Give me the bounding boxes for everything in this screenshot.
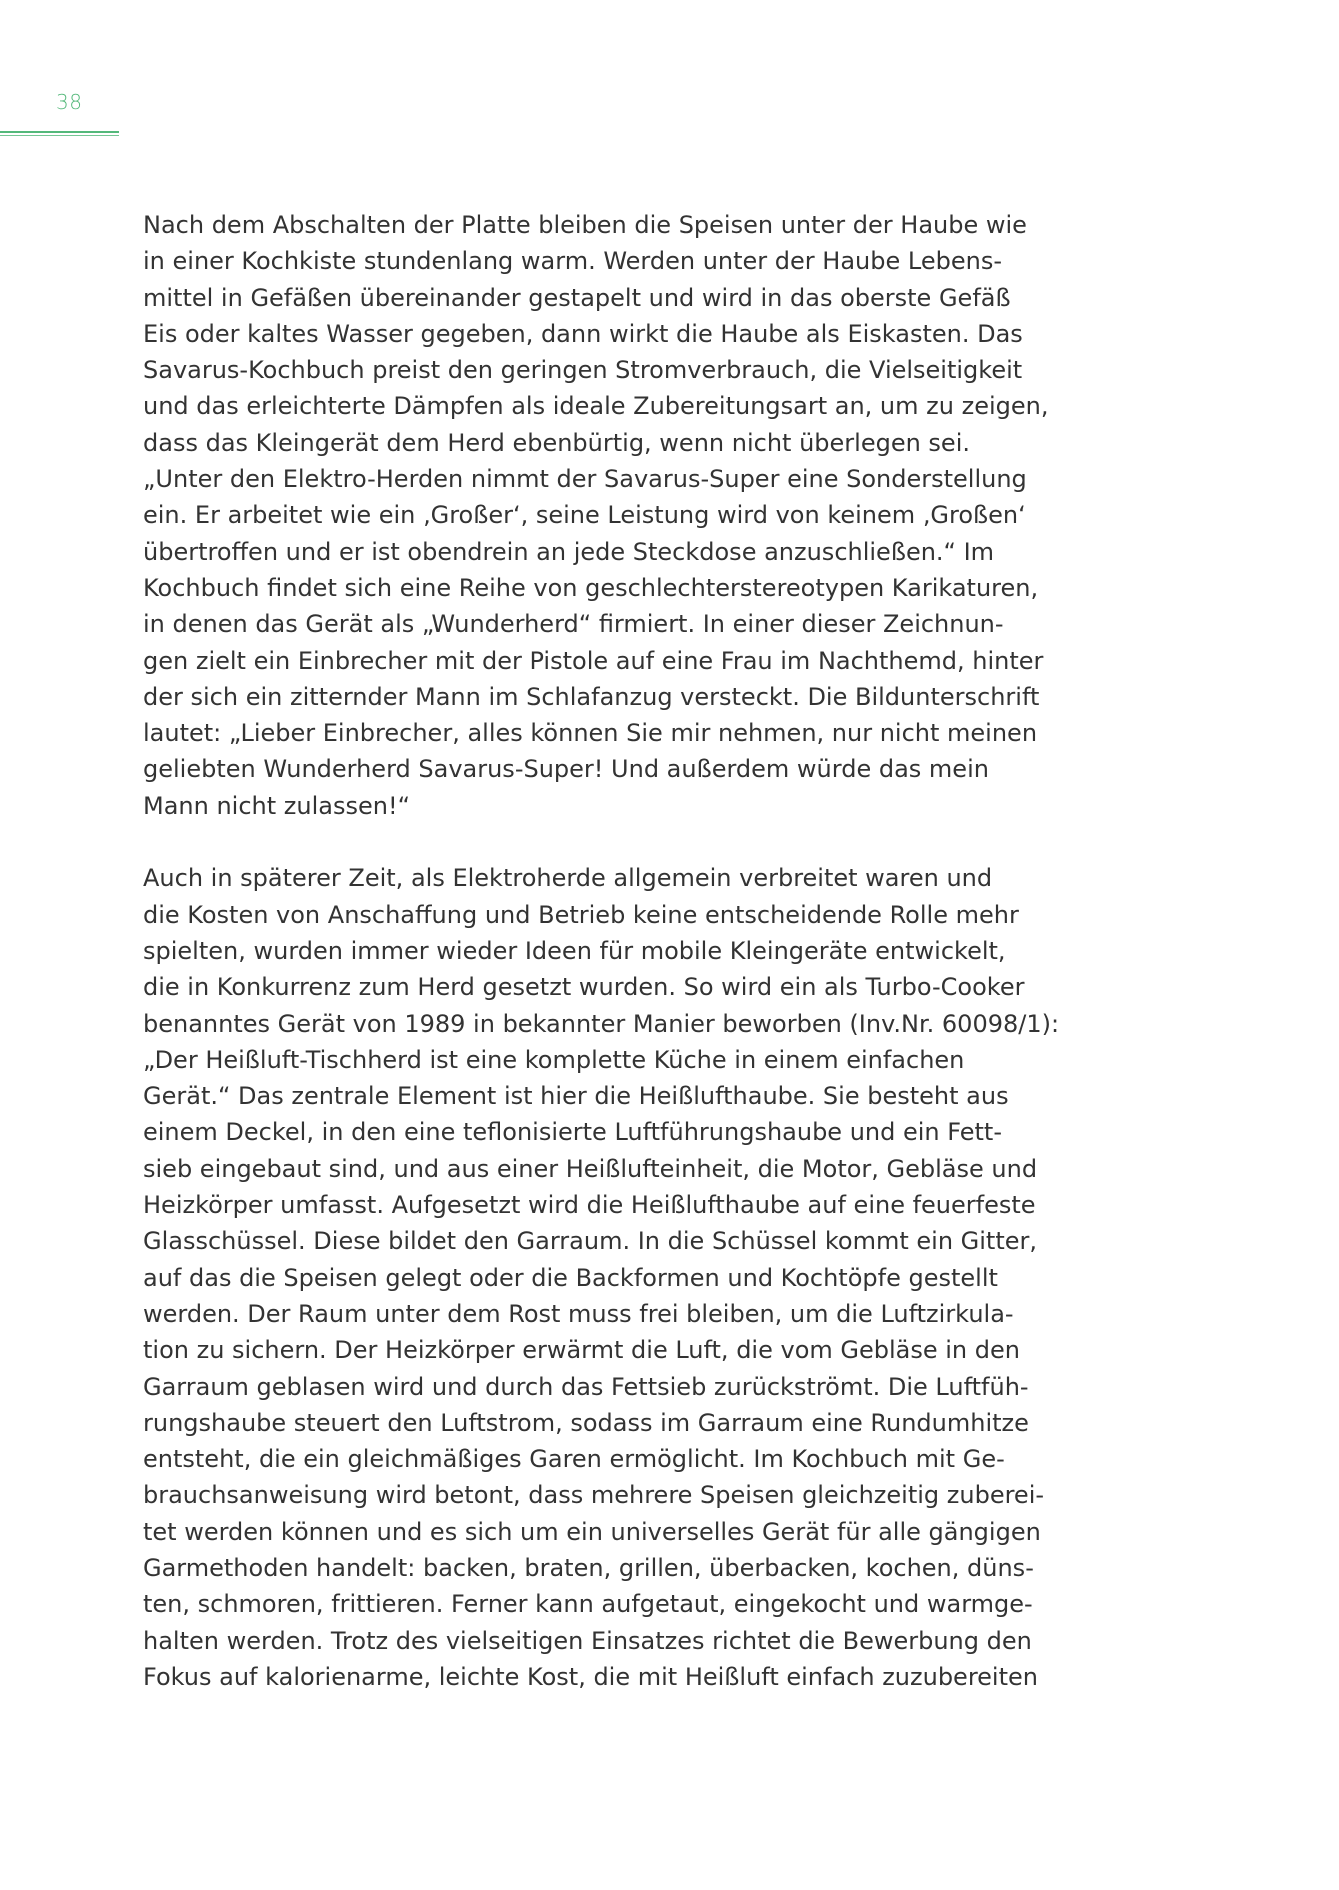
text-line: mittel in Gefäßen übereinander gestapelt und wird in das oberste Gefäß — [143, 283, 1011, 312]
text-line: sieb eingebaut sind, und aus einer Heißlufteinheit, die Motor, Gebläse und — [143, 1154, 1038, 1183]
text-line: der sich ein zitternder Mann im Schlafanzug versteckt. Die Bildunterschrift — [143, 682, 1040, 711]
text-line: gen zielt ein Einbrecher mit der Pistole auf eine Frau im Nachthemd, hinter — [143, 646, 1044, 675]
text-line: in einer Kochkiste stundenlang warm. Werden unter der Haube Lebens- — [143, 247, 1002, 276]
text-line: Garmethoden handelt: backen, braten, grillen, überbacken, kochen, düns- — [143, 1553, 1034, 1582]
text-line: die Kosten von Anschaffung und Betrieb keine entscheidende Rolle mehr — [143, 900, 1019, 929]
text-line: und das erleichterte Dämpfen als ideale Zubereitungsart an, um zu zeigen, — [143, 392, 1049, 421]
text-line: halten werden. Trotz des vielseitigen Einsatzes richtet die Bewerbung den — [143, 1626, 1032, 1655]
text-line: übertroffen und er ist obendrein an jede Steckdose anzuschließen.“ Im — [143, 537, 995, 566]
text-line: tet werden können und es sich um ein universelles Gerät für alle gängigen — [143, 1517, 1041, 1546]
text-line: lautet: „Lieber Einbrecher, alles können Sie mir nehmen, nur nicht meinen — [143, 719, 1038, 748]
text-line: werden. Der Raum unter dem Rost muss frei bleiben, um die Luftzirkula- — [143, 1299, 1014, 1328]
text-line: in denen das Gerät als „Wunderherd“ firmiert. In einer dieser Zeichnun- — [143, 610, 1004, 639]
text-line: tion zu sichern. Der Heizkörper erwärmt die Luft, die vom Gebläse in den — [143, 1336, 1020, 1365]
text-line: rungshaube steuert den Luftstrom, sodass im Garraum eine Rundumhitze — [143, 1408, 1029, 1437]
text-line: Garraum geblasen wird und durch das Fettsieb zurückströmt. Die Luftfüh- — [143, 1372, 1029, 1401]
paragraph — [143, 860, 1060, 1695]
text-line: entsteht, die ein gleichmäßiges Garen ermöglicht. Im Kochbuch mit Ge- — [143, 1445, 1005, 1474]
text-line: „Der Heißluft-Tischherd ist eine komplette Küche in einem einfachen — [143, 1045, 965, 1074]
header-rule — [0, 131, 119, 133]
text-line: auf das die Speisen gelegt oder die Backformen und Kochtöpfe gestellt — [143, 1263, 998, 1292]
paragraph — [143, 207, 1049, 824]
text-line: brauchsanweisung wird betont, dass mehrere Speisen gleichzeitig zuberei- — [143, 1481, 1045, 1510]
text-line: die in Konkurrenz zum Herd gesetzt wurden. So wird ein als Turbo-Cooker — [143, 973, 1025, 1002]
text-line: Eis oder kaltes Wasser gegeben, dann wirkt die Haube als Eiskasten. Das — [143, 319, 1023, 348]
text-line: ten, schmoren, frittieren. Ferner kann aufgetaut, eingekocht und warmge- — [143, 1590, 1033, 1619]
text-line: Mann nicht zulassen!“ — [143, 791, 411, 820]
text-line: ein. Er arbeitet wie ein ‚Großer‘, seine Leistung wird von keinem ‚Großen‘ — [143, 501, 1026, 530]
text-line: Gerät.“ Das zentrale Element ist hier die Heißlufthaube. Sie besteht aus — [143, 1082, 1009, 1111]
header-rule-thin — [0, 135, 119, 136]
text-line: einem Deckel, in den eine teflonisierte Luftführungshaube und ein Fett- — [143, 1118, 1002, 1147]
text-line: benanntes Gerät von 1989 in bekannter Manier beworben (Inv.Nr. 60098/1): — [143, 1009, 1060, 1038]
text-line: „Unter den Elektro-Herden nimmt der Savarus-Super eine Sonderstellung — [143, 465, 1027, 494]
text-line: spielten, wurden immer wieder Ideen für mobile Kleingeräte entwickelt, — [143, 936, 1006, 965]
text-line: Kochbuch findet sich eine Reihe von geschlechterstereotypen Karikaturen, — [143, 573, 1039, 602]
page-number: 38 — [56, 90, 83, 114]
text-line: Auch in späterer Zeit, als Elektroherde allgemein verbreitet waren und — [143, 864, 993, 893]
body-text — [143, 207, 1060, 1695]
text-line: Nach dem Abschalten der Platte bleiben die Speisen unter der Haube wie — [143, 211, 1027, 239]
text-line: geliebten Wunderherd Savarus-Super! Und außerdem würde das mein — [143, 755, 989, 784]
text-line: Heizkörper umfasst. Aufgesetzt wird die Heißlufthaube auf eine feuerfeste — [143, 1191, 1036, 1220]
text-line: Glasschüssel. Diese bildet den Garraum. In die Schüssel kommt ein Gitter, — [143, 1227, 1038, 1256]
text-line: dass das Kleingerät dem Herd ebenbürtig, wenn nicht überlegen sei. — [143, 428, 970, 457]
text-line: Savarus-Kochbuch preist den geringen Stromverbrauch, die Vielseitigkeit — [143, 356, 1023, 385]
text-line: Fokus auf kalorienarme, leichte Kost, die mit Heißluft einfach zuzubereiten — [143, 1662, 1038, 1691]
